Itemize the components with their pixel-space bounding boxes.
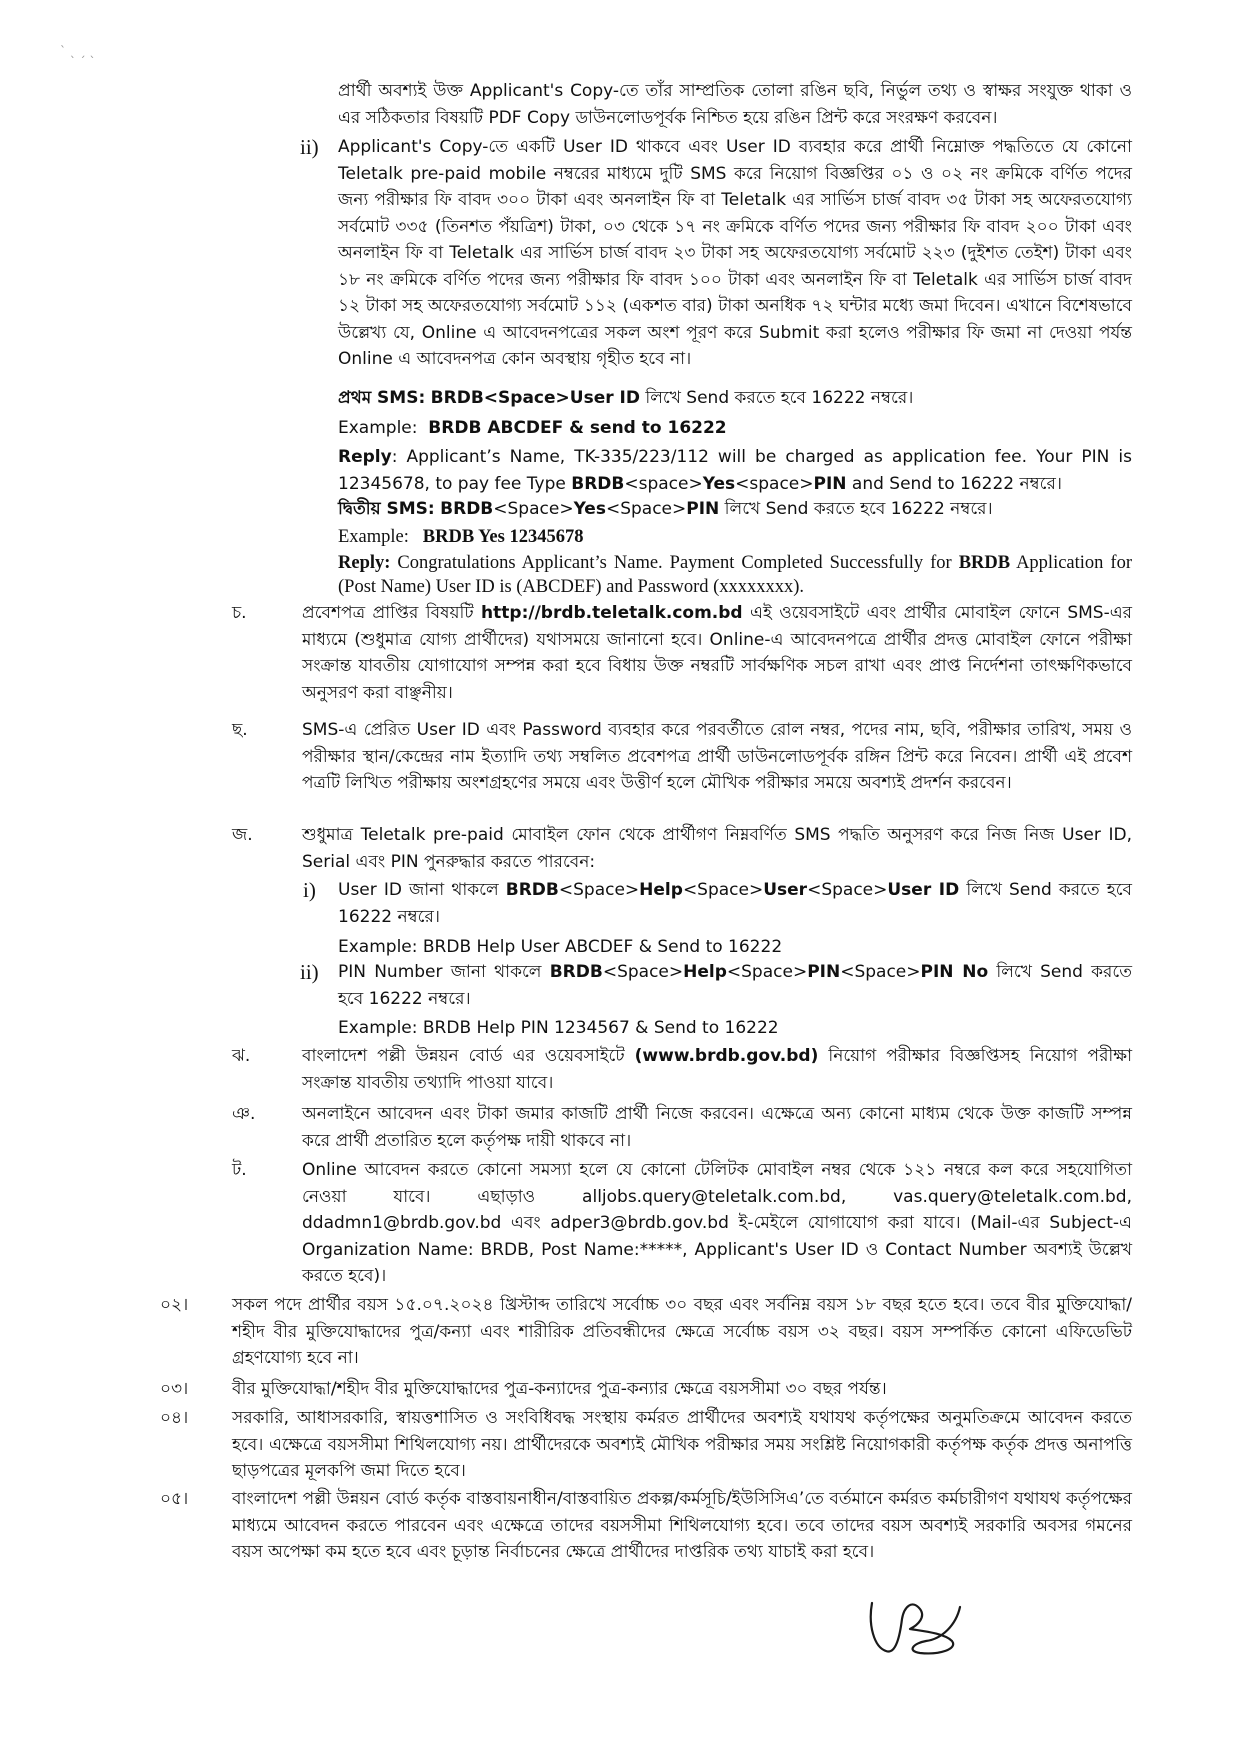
sms1-example [338, 415, 1132, 442]
sms1-example-label: Example: [338, 418, 418, 438]
item-jha-url[interactable]: (www.brdb.gov.bd) [634, 1046, 819, 1066]
item-cha-text-1: প্রবেশপত্র প্রাপ্তির বিষয়টি [302, 603, 482, 623]
item-jha-marker: ঝ. [232, 1046, 251, 1066]
item-ja-ii-paragraph [338, 959, 1132, 1012]
sms1-label: প্রথম SMS: [338, 388, 426, 408]
item-ja-ii-code-2: Help [683, 962, 727, 982]
item-ja-ii-text-1: PIN Number জানা থাকলে [338, 962, 550, 982]
sms2-code-2: Yes [573, 499, 606, 519]
sms1-code: BRDB<Space>User ID [430, 388, 640, 408]
sms1-suffix: লিখে Send করতে হবে 16222 নম্বরে। [639, 388, 914, 408]
item-cha-paragraph [302, 600, 1132, 706]
sms2-reply-text-2: Application for (Post Name) User ID is (ABCDEF) and Password (xxxxxxxx). [338, 553, 1132, 597]
item-ja-i-text-4: <Space> [807, 880, 888, 900]
item-ja-i-paragraph [338, 877, 1132, 930]
sms1-reply-label: Reply [338, 447, 392, 467]
scan-marks: ` ˎ ˏ ˎ [60, 44, 96, 58]
sms1-reply-text-3: <space> [735, 473, 814, 494]
section-05-marker: ০৫। [160, 1489, 189, 1509]
sms1-reply-code-3: PIN [813, 473, 847, 494]
item-ja-i-text-3: <Space> [682, 880, 764, 900]
item-ja-ii-text-5: লিখে Send করতে হবে 16222 নম্বরে। [338, 962, 1132, 1009]
item-ta-marker: ট. [232, 1160, 247, 1180]
section-04-marker: ০৪। [160, 1408, 189, 1428]
sms2-example-text: BRDB Yes 12345678 [422, 527, 584, 547]
sms1-reply-code-1: BRDB [571, 473, 625, 494]
sms2-code-3: PIN [686, 499, 720, 519]
item-ja-i-example: Example: BRDB Help User ABCDEF & Send to 16222 [338, 937, 783, 957]
sms2-reply [338, 551, 1132, 599]
sms2-example-label: Example: [338, 527, 409, 547]
item-chha-paragraph: SMS-এ প্রেরিত User ID এবং Password ব্যবহার করে পরবর্তীতে রোল নম্বর, পদের নাম, ছবি, পরীক্ষার তারিখ, সময় ও পরীক্ষার স্থান/কেন্দ্রের নাম ইত্যাদি তথ্য সম্বলিত প্রবেশপত্র প্রার্থী ডাউনলোডপূর্বক রঙ্গিন প্রিন্ট করে নিবেন। প্রার্থী এই প্রবেশ পত্রটি লিখিত পরীক্ষায় অংশগ্রহণের সময়ে এবং উত্তীর্ণ হলে মৌখিক পরীক্ষার সময়ে অবশ্যই প্রদর্শন করবেন। [302, 720, 1132, 793]
sms2-reply-text-1: Congratulations Applicant’s Name. Payment Completed Successfully for [390, 553, 959, 573]
item-ja-marker: জ. [232, 825, 253, 845]
item-jha-paragraph [302, 1043, 1132, 1096]
sms1-reply-text-1: : Applicant’s Name, TK-335/223/112 will be charged as application fee. Your PIN is 12345678, to pay fee Type [338, 447, 1132, 494]
section-02-paragraph: সকল পদে প্রার্থীর বয়স ১৫.০৭.২০২৪ খ্রিস্টাব্দ তারিখে সর্বোচ্চ ৩০ বছর এবং সর্বনিম্ন বয়স ১৮ বছর হতে হবে। তবে বীর মুক্তিযোদ্ধা/শহীদ বীর মুক্তিযোদ্ধাদের পুত্র/কন্যা এবং শারীরিক প্রতিবন্ধীদের ক্ষেত্রে সর্বোচ্চ বয়স ৩২ বছর। বয়স সম্পর্কিত কোনো এফিডেভিট গ্রহণযোগ্য হবে না। [232, 1295, 1132, 1368]
item-ja-ii-code-1: BRDB [549, 962, 603, 982]
sms2-line [338, 496, 1132, 523]
sms2-reply-code: BRDB [958, 553, 1011, 573]
item-ja-i-text-1: User ID জানা থাকলে [338, 880, 506, 900]
item-ta-paragraph: Online আবেদন করতে কোনো সমস্যা হলে যে কোনো টেলিটক মোবাইল নম্বর থেকে ১২১ নম্বরে কল করে সহযোগিতা নেওয়া যাবে। এছাড়াও alljobs.query@teletalk.com.bd, vas.query@teletalk.com.bd, ddadmn1@brdb.gov.bd এবং adper3@brdb.gov.bd ই-মেইলে যোগাযোগ করা যাবে। (Mail-এর Subject-এ Organization Name: BRDB, Post Name:*****, Applicant's User ID ও Contact Number অবশ্যই উল্লেখ করতে হবে)। [302, 1160, 1132, 1286]
item-cha-text-2: এই ওয়েবসাইটে এবং প্রার্থীর মোবাইল ফোনে SMS-এর মাধ্যমে (শুধুমাত্র যোগ্য প্রার্থীদের) যথাসময়ে জানানো হবে। Online-এ আবেদনপত্রে প্রার্থীর প্রদত্ত মোবাইল ফোনে পরীক্ষা সংক্রান্ত যাবতীয় যোগাযোগ সম্পন্ন করা হবে বিধায় উক্ত নম্বরটি সার্বক্ষণিক সচল রাখা এবং প্রাপ্ত নির্দেশনা তাৎক্ষণিকভাবে অনুসরণ করা বাঞ্ছনীয়। [302, 603, 1132, 703]
sms1-line [338, 385, 1132, 412]
section-05-paragraph: বাংলাদেশ পল্লী উন্নয়ন বোর্ড কর্তৃক বাস্তবায়নাধীন/বাস্তবায়িত প্রকল্প/কর্মসূচি/ইউসিসিএ’তে বর্তমানে কর্মরত কর্মচারীগণ যথাযথ কর্তৃপক্ষের মাধ্যমে আবেদন করতে পারবেন এবং এক্ষেত্রে তাদের বয়সসীমা শিথিলযোগ্য হবে। তবে তাদের বয়স অবশ্যই সরকারি অবসর গমনের বয়স অপেক্ষা কম হতে হবে এবং চূড়ান্ত নির্বাচনের ক্ষেত্রে প্রার্থীদের দাপ্তরিক তথ্য যাচাই করা হবে। [232, 1489, 1132, 1562]
intro-paragraph: প্রার্থী অবশ্যই উক্ত Applicant's Copy-তে তাঁর সাম্প্রতিক তোলা রঙিন ছবি, নির্ভুল তথ্য ও স্বাক্ষর সংযুক্ত থাকা ও এর সঠিকতার বিষয়টি PDF Copy ডাউনলোডপূর্বক নিশ্চিত হয়ে রঙিন প্রিন্ট করে সংরক্ষণ করবেন। [338, 81, 1132, 128]
sms2-text-2: <Space> [605, 499, 687, 519]
item-ja-i-code-4: User ID [887, 880, 960, 900]
item-ja-ii-text-4: <Space> [840, 962, 921, 982]
sms1-reply-code-2: Yes [702, 473, 736, 494]
item-ja-i-marker: i) [303, 878, 316, 902]
section-03-marker: ০৩। [160, 1379, 189, 1399]
sms2-reply-label: Reply: [338, 553, 391, 573]
sms2-suffix: লিখে Send করতে হবে 16222 নম্বরে। [719, 499, 993, 519]
sms2-text-1: <Space> [493, 499, 574, 519]
section-02-marker: ০২। [160, 1295, 189, 1315]
sms1-reply-text-2: <space> [624, 473, 703, 494]
item-ii-marker: ii) [300, 135, 319, 159]
item-nya-marker: ঞ. [232, 1104, 256, 1124]
sms1-reply [338, 444, 1132, 497]
item-cha-url[interactable]: http://brdb.teletalk.com.bd [481, 603, 743, 623]
item-ja-i-text-2: <Space> [558, 880, 640, 900]
item-ja-ii-text-2: <Space> [602, 962, 684, 982]
item-cha-marker: চ. [232, 603, 247, 623]
item-ja-ii-marker: ii) [300, 960, 319, 984]
item-ja-ii-code-3: PIN [807, 962, 841, 982]
sms2-code-1: BRDB [440, 499, 494, 519]
signature-stroke [871, 1603, 960, 1653]
item-ja-i-code-3: User [763, 880, 808, 900]
item-nya-paragraph: অনলাইনে আবেদন এবং টাকা জমার কাজটি প্রার্থী নিজে করবেন। এক্ষেত্রে অন্য কোনো মাধ্যম থেকে উক্ত কাজটি সম্পন্ন করে প্রার্থী প্রতারিত হলে কর্তৃপক্ষ দায়ী থাকবে না। [302, 1104, 1132, 1151]
section-03-paragraph: বীর মুক্তিযোদ্ধা/শহীদ বীর মুক্তিযোদ্ধাদের পুত্র-কন্যাদের পুত্র-কন্যার ক্ষেত্রে বয়সসীমা ৩০ বছর পর্যন্ত। [232, 1379, 887, 1399]
sms1-example-text: BRDB ABCDEF & send to 16222 [428, 418, 727, 438]
item-jha-text-2: নিয়োগ পরীক্ষার বিজ্ঞপ্তিসহ নিয়োগ পরীক্ষা সংক্রান্ত যাবতীয় তথ্যাদি পাওয়া যাবে। [302, 1046, 1132, 1093]
item-ii-paragraph: Applicant's Copy-তে একটি User ID থাকবে এবং User ID ব্যবহার করে প্রার্থী নিম্নোক্ত পদ্ধতিতে যে কোনো Teletalk pre-paid mobile নম্বরের মাধ্যমে দুটি SMS করে নিয়োগ বিজ্ঞপ্তির ০১ ও ০২ নং ক্রমিকে বর্ণিত পদের জন্য পরীক্ষার ফি বাবদ ৩০০ টাকা এবং অনলাইন ফি বা Teletalk এর সার্ভিস চার্জ বাবদ ৩৫ টাকা সহ অফেরতযোগ্য সর্বমোট ৩৩৫ (তিনশত পঁয়ত্রিশ) টাকা, ০৩ থেকে ১৭ নং ক্রমিকে বর্ণিত পদের জন্য পরীক্ষার ফি বাবদ ২০০ টাকা এবং অনলাইন ফি বা Teletalk এর সার্ভিস চার্জ বাবদ ২৩ টাকা সহ অফেরতযোগ্য সর্বমোট ২২৩ (দুইশত তেইশ) টাকা এবং ১৮ নং ক্রমিকে বর্ণিত পদের জন্য পরীক্ষার ফি বাবদ ১০০ টাকা এবং অনলাইন ফি বা Teletalk এর সার্ভিস চার্জ বাবদ ১২ টাকা সহ অফেরতযোগ্য সর্বমোট ১১২ (একশত বার) টাকা অনধিক ৭২ ঘন্টার মধ্যে জমা দিবেন। এখানে বিশেষভাবে উল্লেখ্য যে, Online এ আবেদনপত্রের সকল অংশ পূরণ করে Submit করা হলেও পরীক্ষার ফি জমা না দেওয়া পর্যন্ত Online এ আবেদনপত্র কোন অবস্থায় গৃহীত হবে না। [338, 137, 1132, 369]
item-ja-i-code-2: Help [639, 880, 683, 900]
section-04-paragraph: সরকারি, আধাসরকারি, স্বায়ত্তশাসিত ও সংবিধিবদ্ধ সংস্থায় কর্মরত প্রার্থীদের অবশ্যই যথাযথ কর্তৃপক্ষের অনুমতিক্রমে আবেদন করতে হবে। এক্ষেত্রে বয়সসীমা শিথিলযোগ্য নয়। প্রার্থীদেরকে অবশ্যই মৌখিক পরীক্ষার সময় সংশ্লিষ্ট নিয়োগকারী কর্তৃপক্ষ কর্তৃক প্রদত্ত অনাপত্তি ছাড়পত্রের মূলকপি জমা দিতে হবে। [232, 1408, 1132, 1481]
sms2-example [338, 524, 1132, 551]
item-ja-i-code-1: BRDB [505, 880, 559, 900]
item-chha-marker: ছ. [232, 720, 248, 740]
item-ja-ii-example: Example: BRDB Help PIN 1234567 & Send to 16222 [338, 1018, 779, 1038]
item-jha-text-1: বাংলাদেশ পল্লী উন্নয়ন বোর্ড এর ওয়েবসাইটে [302, 1046, 635, 1066]
item-ja-ii-code-4: PIN No [920, 962, 989, 982]
sms1-reply-text-4: and Send to 16222 নম্বরে। [846, 473, 1062, 494]
signature [860, 1585, 970, 1665]
item-ja-i-text-5: লিখে Send করতে হবে 16222 নম্বরে। [338, 880, 1132, 927]
item-ja-paragraph: শুধুমাত্র Teletalk pre-paid মোবাইল ফোন থেকে প্রার্থীগণ নিম্নবর্ণিত SMS পদ্ধতি অনুসরণ করে নিজ নিজ User ID, Serial এবং PIN পুনরুদ্ধার করতে পারবেন: [302, 825, 1132, 872]
item-ja-ii-text-3: <Space> [726, 962, 808, 982]
sms2-label: দ্বিতীয় SMS: [338, 499, 435, 519]
